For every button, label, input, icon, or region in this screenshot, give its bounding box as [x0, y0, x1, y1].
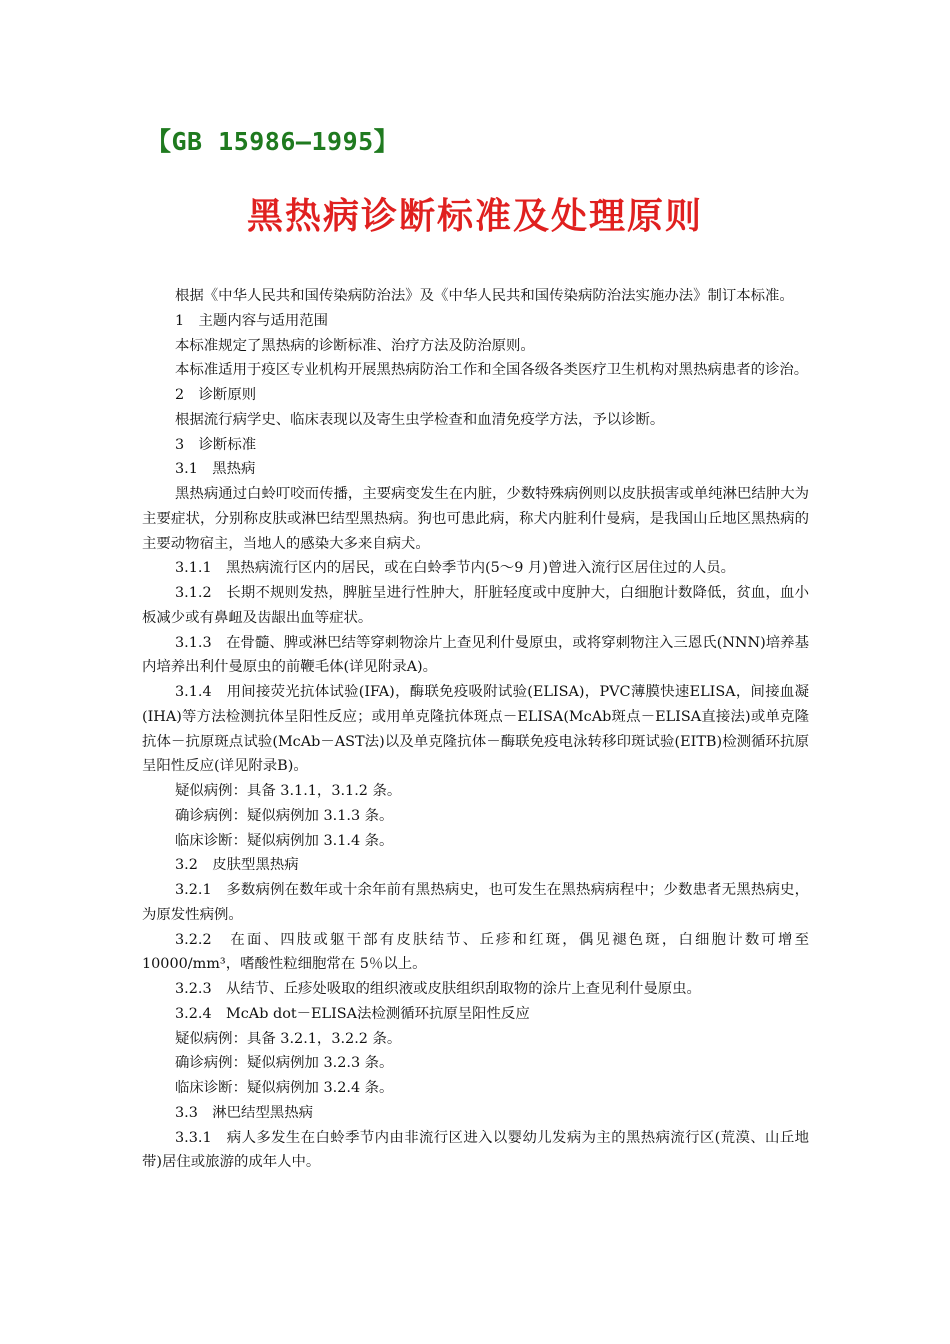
- standard-code: 【GB 15986—1995】: [146, 127, 400, 156]
- clause: 3.1.4 用间接荧光抗体试验(IFA)，酶联免疫吸附试验(ELISA)，PVC薄膜快速ELISA，间接血凝(IHA)等方法检测抗体呈阳性反应；或用单克隆抗体斑点－ELISA(McAb斑点－ELISA直接法)或单克隆抗体－抗原斑点试验(McAb－AST法)以及单克隆抗体－酶联免疫电泳转移印斑试验(EITB)检测循环抗原呈阳性反应(详见附录B)。: [142, 684, 809, 775]
- subsection-heading: 3.2 皮肤型黑热病: [175, 857, 299, 874]
- subsection-heading: 3.1 黑热病: [175, 461, 256, 478]
- diagnosis-line: 疑似病例：具备 3.1.1，3.1.2 条。: [175, 783, 402, 799]
- section-heading: 2 诊断原则: [175, 387, 257, 403]
- paragraph: 根据流行病学史、临床表现以及寄生虫学检查和血清免疫学方法，予以诊断。: [175, 411, 665, 428]
- subsection-heading: 3.3 淋巴结型黑热病: [175, 1104, 314, 1121]
- page-title: 黑热病诊断标准及处理原则: [246, 195, 703, 237]
- clause: 3.2.4 McAb dot－ELISA法检测循环抗原呈阳性反应: [175, 1005, 530, 1022]
- document-body: [142, 284, 809, 1175]
- clause: 3.1.1 黑热病流行区内的居民，或在白蛉季节内(5～9 月)曾进入流行区居住过的人员。: [175, 560, 736, 577]
- paragraph: 本标准规定了黑热病的诊断标准、治疗方法及防治原则。: [175, 337, 535, 354]
- paragraph: 黑热病通过白蛉叮咬而传播，主要病变发生在内脏，少数特殊病例则以皮肤损害或单纯淋巴结肿大为主要症状，分别称皮肤或淋巴结型黑热病。狗也可患此病，称犬内脏利什曼病，是我国山丘地区黑热病的主要动物宿主，当地人的感染大多来自病犬。: [142, 486, 809, 552]
- diagnosis-line: 疑似病例：具备 3.2.1，3.2.2 条。: [175, 1030, 402, 1047]
- clause: 3.2.3 从结节、丘疹处吸取的组织液或皮肤组织刮取物的涂片上查见利什曼原虫。: [175, 981, 701, 997]
- clause: 3.2.1 多数病例在数年或十余年前有黑热病史，也可发生在黑热病病程中；少数患者无黑热病史，为原发性病例。: [142, 882, 809, 923]
- diagnosis-line: 临床诊断：疑似病例加 3.2.4 条。: [175, 1080, 394, 1096]
- clause: 3.1.2 长期不规则发热，脾脏呈进行性肿大，肝脏轻度或中度肿大，白细胞计数降低，贫血，血小板减少或有鼻衄及齿龈出血等症状。: [142, 585, 809, 626]
- clause: 3.1.3 在骨髓、脾或淋巴结等穿刺物涂片上查见利什曼原虫，或将穿刺物注入三恩氏(NNN)培养基内培养出利什曼原虫的前鞭毛体(详见附录A)。: [142, 634, 809, 676]
- diagnosis-line: 确诊病例：疑似病例加 3.2.3 条。: [175, 1055, 394, 1072]
- diagnosis-line: 确诊病例：疑似病例加 3.1.3 条。: [175, 807, 394, 824]
- section-heading: 1 主题内容与适用范围: [175, 312, 329, 329]
- intro-paragraph: 根据《中华人民共和国传染病防治法》及《中华人民共和国传染病防治法实施办法》制订本标准。: [175, 288, 794, 304]
- diagnosis-line: 临床诊断：疑似病例加 3.1.4 条。: [175, 832, 394, 849]
- clause: 3.2.2 在面、四肢或躯干部有皮肤结节、丘疹和红斑，偶见褪色斑，白细胞计数可增至10000/mm³，嗜酸性粒细胞常在 5％以上。: [142, 931, 809, 973]
- clause: 3.3.1 病人多发生在白蛉季节内由非流行区进入以婴幼儿发病为主的黑热病流行区(荒漠、山丘地带)居住或旅游的成年人中。: [142, 1129, 809, 1171]
- paragraph: 本标准适用于疫区专业机构开展黑热病防治工作和全国各级各类医疗卫生机构对黑热病患者的诊治。: [175, 362, 809, 379]
- section-heading: 3 诊断标准: [175, 436, 257, 453]
